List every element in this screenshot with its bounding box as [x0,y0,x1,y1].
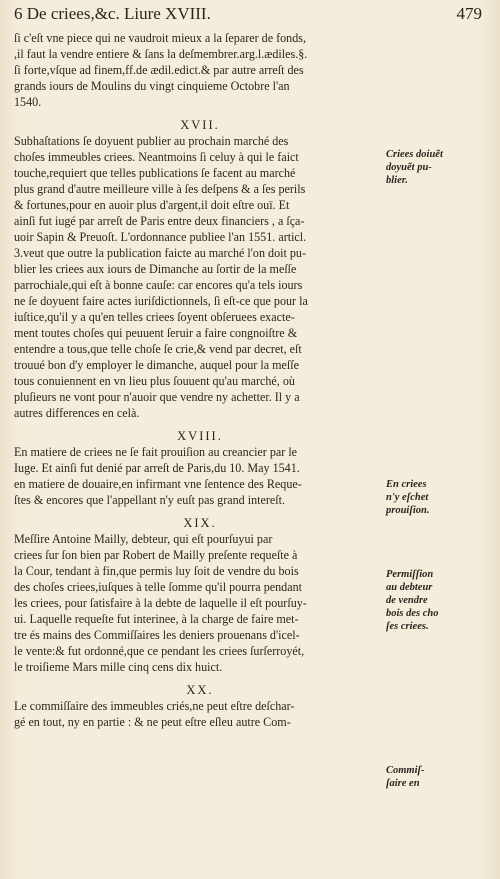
text-line: ui. Laquelle requeſte fut interinee, à la charge de faire met- [14,612,299,626]
text-line: Meſſire Antoine Mailly, debteur, qui eſt pourſuyui par [14,532,273,546]
running-title: 6 De criees,&c. Liure XVIII. [14,4,211,23]
text-line: grands iours de Moulins du vingt cinquieme Octobre l'an [14,79,290,93]
margin-note [386,478,494,517]
text-line: entendre a tous,que telle choſe ſe crie,& vend par decret, eſt [14,342,302,356]
text-line: ainſi fut iugé par arreſt de Paris entre deux financiers , a ſça- [14,214,305,228]
text-line: ſi forte,vſque ad finem,ff.de ædil.edict.& par autre arreſt des [14,63,304,77]
page-header [14,4,482,28]
text-line: iuſtice,qu'il y a qu'en telles criees ſoyent obſeruees exacte- [14,310,295,324]
margin-note-line: blier. [386,175,408,186]
text-line: le vente:& fut ordonné,que ce pendant les criees ſurſerroyét, [14,644,305,658]
text-line: les criees, pour ſatisfaire à la debte de laquelle il eſt pourſuy- [14,596,307,610]
text-line: Subhaſtations ſe doyuent publier au prochain marché des [14,134,289,148]
margin-note-line: Permiſſion [386,569,434,580]
text-line: Le commiſſaire des immeubles criés,ne peut eſtre deſchar- [14,699,295,713]
text-line: 1540. [14,95,42,109]
text-line: ne ſe doyuent faire actes iuriſdictionnels, ſi eſt-ce que pour la [14,294,308,308]
margin-note-line: En criees [386,479,427,490]
text-line: plus grand d'autre meilleure ville à ſes deſpens & a ſes perils [14,182,306,196]
page-number: 479 [456,4,482,23]
margin-note-line: ſes criees. [386,621,429,632]
text-line: uoir Sapin & Preuoſt. L'ordonnance publiee l'an 1551. articl. [14,230,307,244]
text-line: En matiere de criees ne ſe fait prouiſion au creancier par le [14,445,298,459]
margin-note-line: prouiſion. [386,505,430,516]
text-line: des choſes criees,iuſques à telle ſomme qu'il pourra pendant [14,580,302,594]
margin-note-line: n'y eſchet [386,492,429,503]
margin-note-line: ſaire en [386,778,420,789]
text-line: & fortunes,pour en auoir plus d'argent,il doit eſtre ouï. Et [14,198,290,212]
text-line: ſtes & encores que l'appellant n'y euſt pas grand intereſt. [14,493,286,507]
margin-note-line: doyuẽt pu- [386,162,432,173]
margin-note [386,568,494,633]
text-line: criees ſur ſon bien par Robert de Mailly preſente requeſte à [14,548,298,562]
text-line: touche,requiert que telles publications ſe facent au marché [14,166,296,180]
margin-note [386,148,494,187]
text-line: tre és mains des Commiſſaires les deniers prouenans d'icel- [14,628,300,642]
margin-note-line: Commiſ- [386,765,425,776]
margin-note-line: Criees doiuẽt [386,149,443,160]
text-line: gé en tout, ny en partie : & ne peut eſtre eſleu autre Com- [14,715,291,729]
text-line: la Cour, tendant à fin,que permis luy ſoit de vendre du bois [14,564,299,578]
section-heading: XVIII. [177,429,223,443]
text-line: trouué bon d'y employer le dimanche, auquel pour la meſſe [14,358,299,372]
margin-note-line: bois des cho [386,608,439,619]
text-line: ſi c'eſt vne piece qui ne vaudroit mieux a la ſeparer de fonds, [14,31,306,45]
text-line: autres differences en celà. [14,406,140,420]
text-line: blier les criees aux iours de Dimanche au ſortir de la meſſe [14,262,297,276]
section-heading: XX. [186,683,214,697]
text-line: Iuge. Et ainſi fut denié par arreſt de Paris,du 10. May 1541. [14,461,300,475]
section-heading: XVII. [180,118,220,132]
text-line: ment toutes choſes qui peuuent ſeruir a faire congnoiſtre & [14,326,298,340]
text-line: choſes immeubles criees. Neantmoins ſi celuy à qui le faict [14,150,299,164]
text-line: parrochiale,qui eſt à bonne cauſe: car encores qu'a tels iours [14,278,303,292]
text-line: pluſieurs ne vont pour n'auoir que vendre ny achetter. Il y a [14,390,300,404]
margin-note-line: de vendre [386,595,428,606]
text-line: en matiere de douaire,en infirmant vne ſentence des Reque- [14,477,302,491]
section-heading: XIX. [183,516,217,530]
margin-note [386,764,494,790]
text-line: le troiſieme Mars mille cinq cens dix huict. [14,660,223,674]
text-body [14,30,386,730]
text-line: tous conuiennent en vn lieu plus ſouuent qu'au marché, où [14,374,295,388]
text-line: ,il faut la vendre entiere & ſans la deſmembrer.arg.l.ædiles.§. [14,47,308,61]
margin-note-line: au debteur [386,582,433,593]
text-line: 3.veut que outre la publication faicte au marché l'on doit pu- [14,246,306,260]
